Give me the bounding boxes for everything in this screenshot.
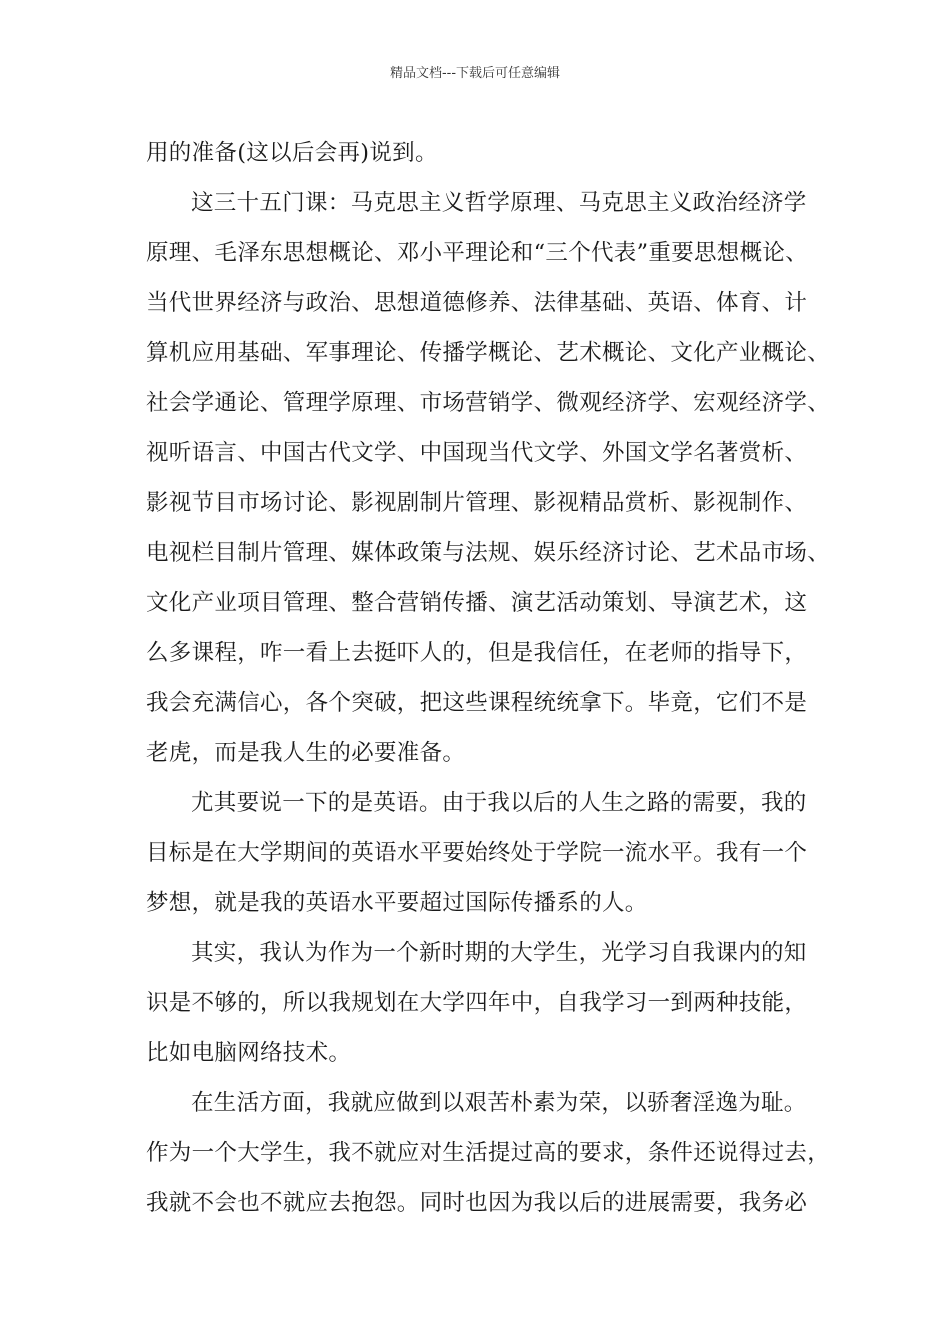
text-line: 我会充满信心，各个突破，把这些课程统统拿下。毕竟，它们不是 (146, 690, 808, 716)
page-header: 精品文档---下载后可任意编辑 (389, 66, 561, 81)
text-line: 目标是在大学期间的英语水平要始终处于学院一流水平。我有一个 (146, 840, 808, 866)
paragraph-start-line: 在生活方面，我就应做到以艰苦朴素为荣，以骄奢淫逸为耻。 (191, 1090, 807, 1116)
text-line: 算机应用基础、军事理论、传播学概论、艺术概论、文化产业概论、 (146, 340, 831, 366)
text-line: 视听语言、中国古代文学、中国现当代文学、外国文学名著赏析、 (146, 440, 808, 466)
text-line: 影视节目市场讨论、影视剧制片管理、影视精品赏析、影视制作、 (146, 490, 808, 516)
text-line: 用的准备(这以后会再)说到。 (146, 140, 438, 166)
text-line: 当代世界经济与政治、思想道德修养、法律基础、英语、体育、计 (146, 290, 808, 316)
text-line: 比如电脑网络技术。 (146, 1040, 352, 1066)
text-line: 么多课程，咋一看上去挺吓人的，但是我信任，在老师的指导下， (146, 640, 808, 666)
text-line: 原理、毛泽东思想概论、邓小平理论和“三个代表”重要思想概论、 (146, 240, 809, 266)
paragraph-start-line: 其实，我认为作为一个新时期的大学生，光学习自我课内的知 (191, 940, 807, 966)
paragraph-start-line: 尤其要说一下的是英语。由于我以后的人生之路的需要，我的 (191, 790, 807, 816)
text-line: 识是不够的，所以我规划在大学四年中，自我学习一到两种技能， (146, 990, 808, 1016)
text-line: 老虎，而是我人生的必要准备。 (146, 740, 466, 766)
text-line: 我就不会也不就应去抱怨。同时也因为我以后的进展需要，我务必 (146, 1190, 808, 1216)
text-line: 社会学通论、管理学原理、市场营销学、微观经济学、宏观经济学、 (146, 390, 831, 416)
paragraph-start-line: 这三十五门课：马克思主义哲学原理、马克思主义政治经济学 (191, 190, 807, 216)
text-line: 电视栏目制片管理、媒体政策与法规、娱乐经济讨论、艺术品市场、 (146, 540, 831, 566)
text-line: 作为一个大学生，我不就应对生活提过高的要求，条件还说得过去， (146, 1140, 831, 1166)
document-body (146, 128, 831, 1228)
text-line: 文化产业项目管理、整合营销传播、演艺活动策划、导演艺术，这 (146, 590, 808, 616)
text-line: 梦想，就是我的英语水平要超过国际传播系的人。 (146, 890, 648, 916)
